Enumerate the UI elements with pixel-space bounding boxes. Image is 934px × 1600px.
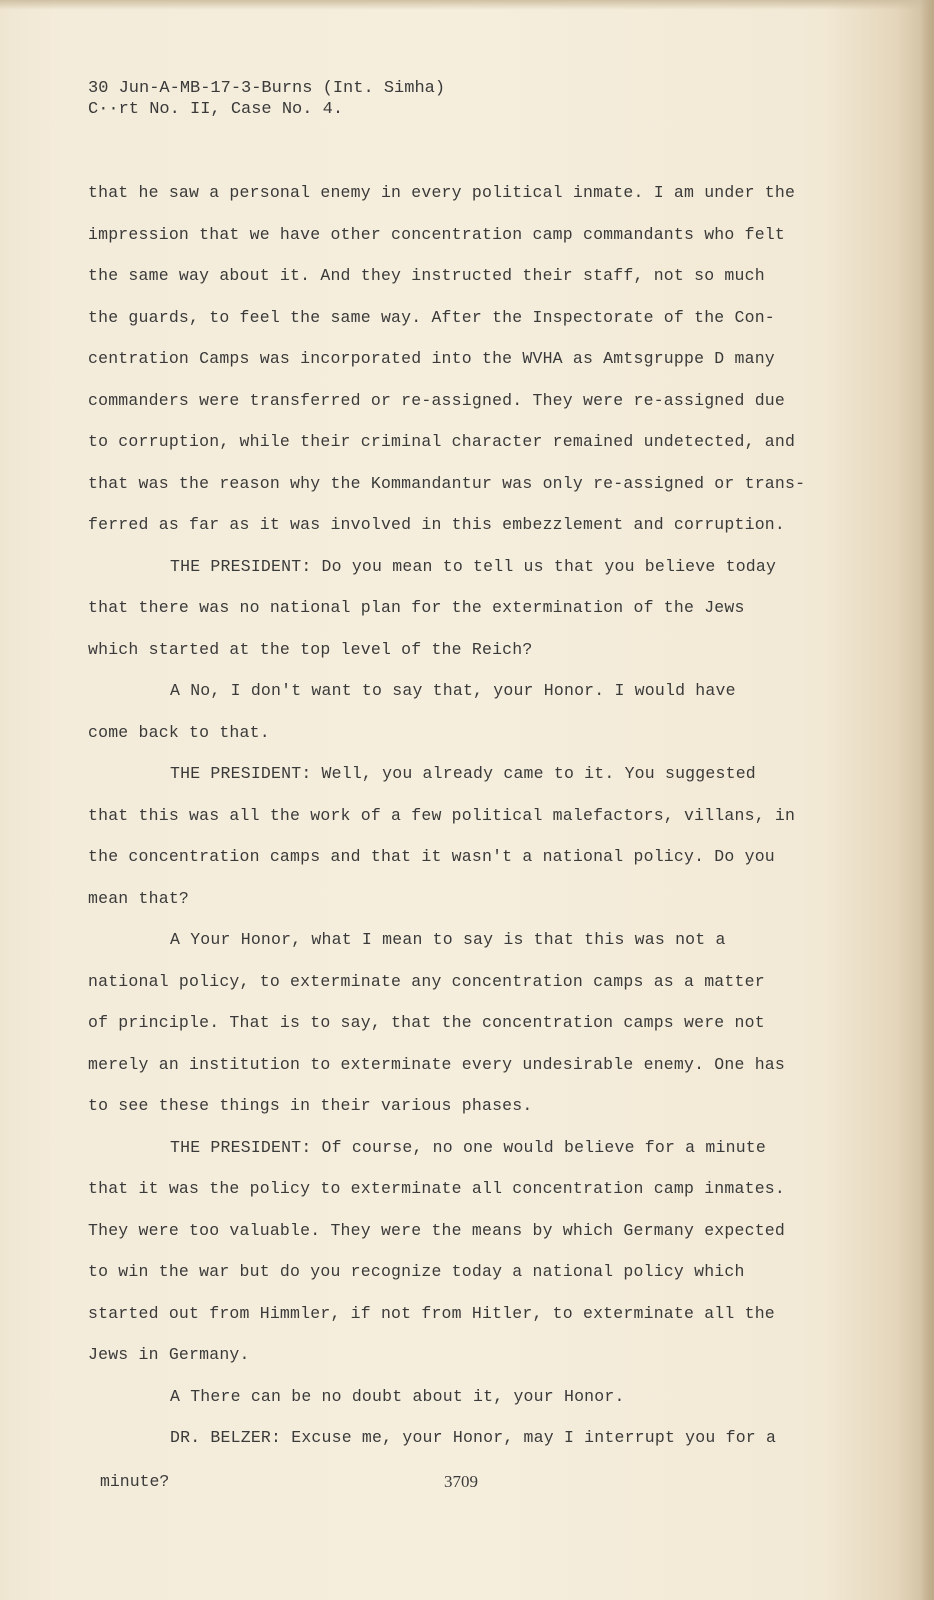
transcript-line: of principle. That is to say, that the concentration camps were not [88,1013,765,1032]
transcript-line: to win the war but do you recognize today a national policy which [88,1262,745,1281]
header-court-case-line: C··rt No. II, Case No. 4. [88,100,344,119]
transcript-line: commanders were transferred or re-assigned. They were re-assigned due [88,390,786,410]
transcript-line: the guards, to feel the same way. After the Inspectorate of the Con- [88,307,775,327]
transcript-line: to corruption, while their criminal character remained undetected, and [88,432,796,451]
transcript-line: that this was all the work of a few political malefactors, villans, in [88,805,796,825]
transcript-line: the same way about it. And they instructed their staff, not so much [88,266,765,285]
continuation-text: minute? [100,1472,170,1491]
transcript-body [88,172,808,1459]
transcript-line: A No, I don't want to say that, your Honor. I would have [170,681,736,700]
transcript-line: Jews in Germany. [88,1345,250,1364]
paper-edge-top [0,0,934,10]
transcript-line: mean that? [88,888,190,908]
transcript-line: centration Camps was incorporated into the WVHA as Amtsgruppe D many [88,349,775,368]
transcript-line: They were too valuable. They were the means by which Germany expected [88,1220,786,1240]
transcript-line: A There can be no doubt about it, your Honor. [170,1386,625,1406]
transcript-line: to see these things in their various phases. [88,1096,533,1115]
transcript-line: the concentration camps and that it wasn't a national policy. Do you [88,847,775,866]
transcript-line: started out from Himmler, if not from Hitler, to exterminate all the [88,1303,775,1323]
transcript-line: THE PRESIDENT: Of course, no one would believe for a minute [170,1137,766,1157]
transcript-line: which started at the top level of the Reich? [88,639,533,659]
transcript-line: come back to that. [88,722,270,742]
paper-edge-right [920,0,934,1600]
transcript-line: merely an institution to exterminate every undesirable enemy. One has [88,1054,786,1074]
transcript-line: impression that we have other concentration camp commandants who felt [88,224,786,244]
transcript-line: THE PRESIDENT: Do you mean to tell us that you believe today [170,556,777,576]
transcript-line: that it was the policy to exterminate all concentration camp inmates. [88,1179,786,1198]
transcript-line: that there was no national plan for the extermination of the Jews [88,598,745,617]
transcript-line: THE PRESIDENT: Well, you already came to it. You suggested [170,764,756,783]
transcript-line: ferred as far as it was involved in this embezzlement and corruption. [88,515,786,534]
transcript-line: that was the reason why the Kommandantur was only re-assigned or trans- [88,473,806,493]
transcript-line: A Your Honor, what I mean to say is that this was not a [170,930,726,949]
header-session-line: 30 Jun-A-MB-17-3-Burns (Int. Simha) [88,79,446,98]
transcript-line: DR. BELZER: Excuse me, your Honor, may I interrupt you for a [170,1428,777,1447]
page-number: 3709 [444,1472,478,1491]
transcript-line: national policy, to exterminate any concentration camps as a matter [88,971,765,991]
document-header [88,78,445,120]
transcript-line: that he saw a personal enemy in every political inmate. I am under the [88,183,796,202]
